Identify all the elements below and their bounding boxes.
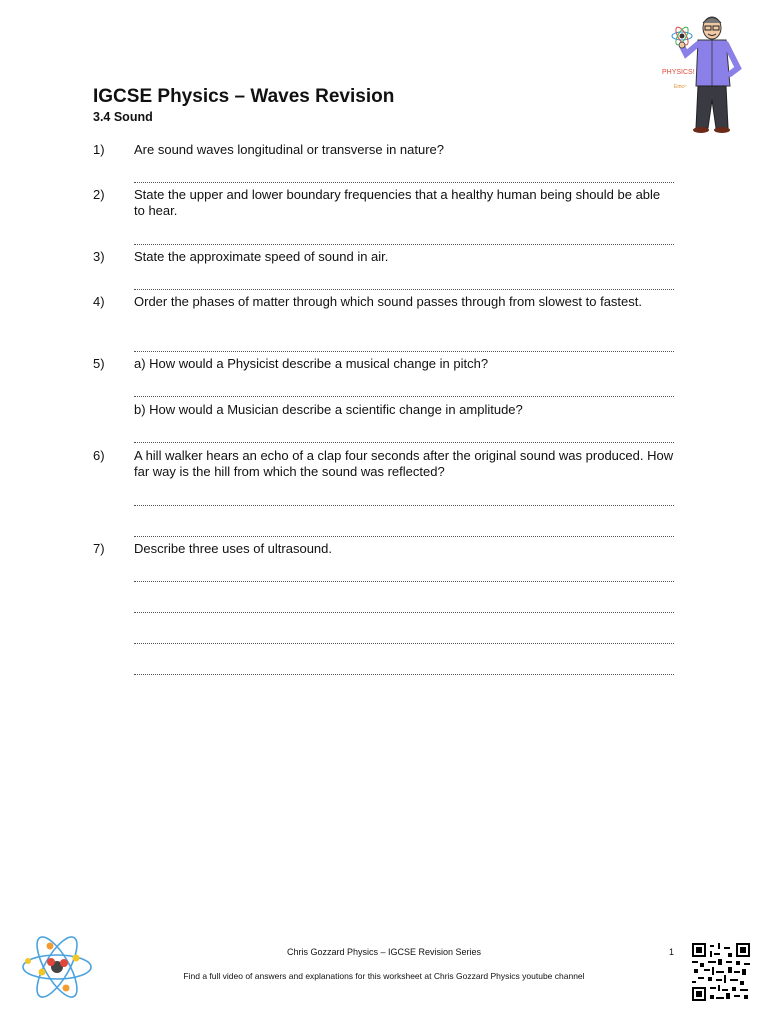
answer-line[interactable]: [134, 172, 674, 183]
physics-teacher-mascot-icon: [660, 8, 756, 138]
question-number: 1): [93, 142, 105, 157]
question-number: 2): [93, 187, 105, 202]
question-text: a) How would a Physicist describe a musical change in pitch?: [134, 356, 489, 371]
mascot-caption: Emc²: [674, 84, 686, 90]
answer-line[interactable]: [134, 664, 674, 675]
question-text: Describe three uses of ultrasound.: [134, 541, 332, 556]
atom-logo-icon: [18, 936, 96, 998]
answer-line[interactable]: [134, 602, 674, 613]
answer-line[interactable]: [134, 432, 674, 443]
answer-line[interactable]: [134, 633, 674, 644]
question-text: Order the phases of matter through which sound passes through from slowest to fastest.: [134, 294, 642, 309]
question-number: 4): [93, 294, 105, 309]
answer-line[interactable]: [134, 495, 674, 506]
question-number: 7): [93, 541, 105, 556]
qr-code-icon[interactable]: [690, 943, 752, 1001]
question-number: 3): [93, 249, 105, 264]
mascot-sign-text: PHYSICS!: [662, 69, 695, 76]
footer-series: Chris Gozzard Physics – IGCSE Revision Series: [286, 947, 482, 957]
worksheet-subtitle: 3.4 Sound: [93, 110, 153, 124]
answer-line[interactable]: [134, 386, 674, 397]
question-number: 6): [93, 448, 105, 463]
worksheet-title: IGCSE Physics – Waves Revision: [93, 86, 395, 107]
question-number: 5): [93, 356, 105, 371]
question-subtext: b) How would a Musician describe a scientific change in amplitude?: [134, 402, 523, 417]
question-text: Are sound waves longitudinal or transverse in nature?: [134, 142, 445, 157]
answer-line[interactable]: [134, 234, 674, 245]
answer-line[interactable]: [134, 571, 674, 582]
answer-line[interactable]: [134, 341, 674, 352]
question-text: State the approximate speed of sound in air.: [134, 249, 389, 264]
page-number: 1: [669, 947, 675, 957]
question-text: State the upper and lower boundary frequencies that a healthy human being should be able to hear.: [134, 187, 661, 218]
question-text: A hill walker hears an echo of a clap four seconds after the original sound was produced. How far way is the hill from which the sound was reflected?: [134, 448, 674, 479]
answer-line[interactable]: [134, 279, 674, 290]
footer-note: Find a full video of answers and explanations for this worksheet at Chris Gozzard Physics youtube channel: [183, 971, 585, 981]
answer-line[interactable]: [134, 526, 674, 537]
